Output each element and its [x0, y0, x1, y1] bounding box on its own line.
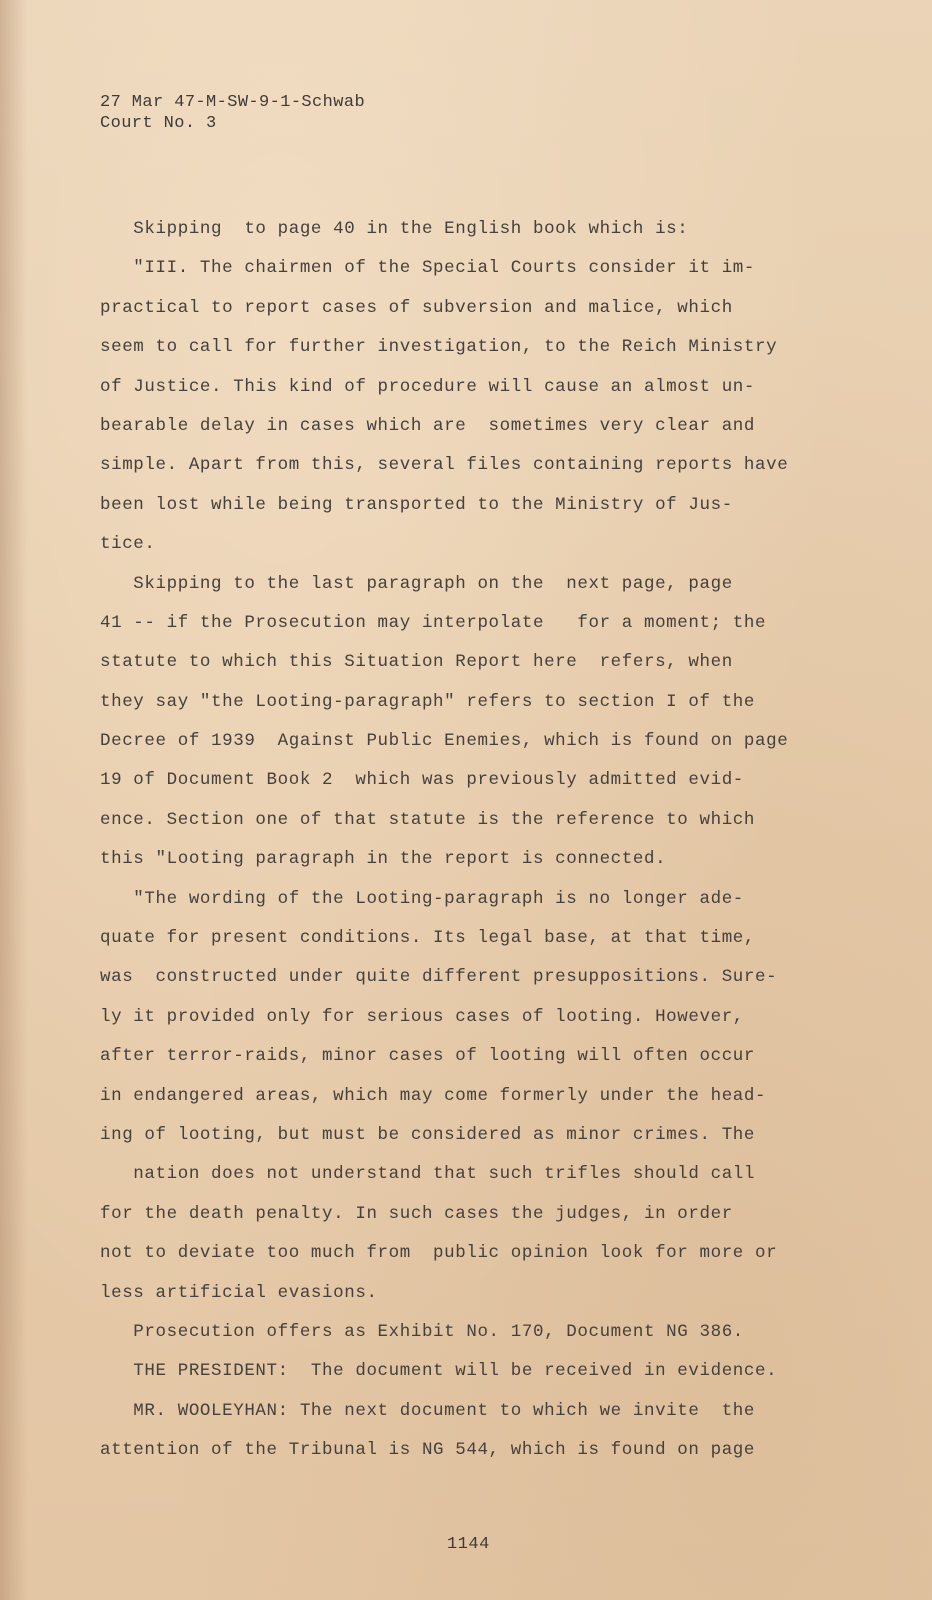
- text-line: for the death penalty. In such cases the judges, in order: [100, 1203, 733, 1224]
- document-header: [100, 92, 365, 134]
- text-line: THE PRESIDENT: The document will be received in evidence.: [100, 1361, 778, 1382]
- text-line: Skipping to the last paragraph on the next page, page: [100, 573, 733, 594]
- text-line: this "Looting paragraph in the report is connected.: [100, 849, 667, 870]
- text-line: less artificial evasions.: [100, 1282, 378, 1303]
- text-line: ence. Section one of that statute is the reference to which: [100, 809, 756, 830]
- text-line: in endangered areas, which may come formerly under the head-: [100, 1085, 767, 1106]
- text-line: they say "the Looting-paragraph" refers to section I of the: [100, 691, 756, 712]
- text-line: Skipping to page 40 in the English book which is:: [100, 219, 689, 239]
- text-line: "III. The chairmen of the Special Courts consider it im-: [100, 258, 756, 279]
- text-line: 41 -- if the Prosecution may interpolate for a moment; the: [100, 612, 767, 633]
- text-line: not to deviate too much from public opinion look for more or: [100, 1243, 778, 1264]
- text-line: attention of the Tribunal is NG 544, which is found on page: [100, 1440, 756, 1461]
- text-line: was constructed under quite different presuppositions. Sure-: [100, 967, 778, 988]
- page-number: 1144: [447, 1535, 490, 1554]
- text-line: "The wording of the Looting-paragraph is no longer ade-: [100, 888, 744, 909]
- text-line: ly it provided only for serious cases of looting. However,: [100, 1006, 744, 1027]
- text-line: Decree of 1939 Against Public Enemies, which is found on page: [100, 731, 789, 752]
- header-reference: 27 Mar 47-M-SW-9-1-Schwab: [100, 93, 366, 112]
- text-line: quate for present conditions. Its legal base, at that time,: [100, 928, 756, 949]
- text-line: ing of looting, but must be considered as minor crimes. The: [100, 1124, 756, 1145]
- transcript-body: [100, 210, 860, 1471]
- header-court: Court No. 3: [100, 114, 217, 133]
- text-line: practical to report cases of subversion and malice, which: [100, 297, 733, 318]
- text-line: been lost while being transported to the Ministry of Jus-: [100, 494, 733, 515]
- paper-edge-shadow: [0, 0, 28, 1600]
- text-line: tice.: [100, 534, 156, 555]
- text-line: seem to call for further investigation, to the Reich Ministry: [100, 337, 778, 358]
- text-line: statute to which this Situation Report here refers, when: [100, 652, 733, 673]
- text-line: MR. WOOLEYHAN: The next document to which we invite the: [100, 1400, 756, 1421]
- text-line: of Justice. This kind of procedure will cause an almost un-: [100, 376, 756, 397]
- text-line: Prosecution offers as Exhibit No. 170, Document NG 386.: [100, 1321, 744, 1342]
- text-line: nation does not understand that such trifles should call: [100, 1164, 756, 1185]
- text-line: after terror-raids, minor cases of looting will often occur: [100, 1046, 756, 1067]
- text-line: simple. Apart from this, several files containing reports have: [100, 455, 789, 476]
- text-line: bearable delay in cases which are sometimes very clear and: [100, 415, 756, 436]
- text-line: 19 of Document Book 2 which was previously admitted evid-: [100, 770, 744, 791]
